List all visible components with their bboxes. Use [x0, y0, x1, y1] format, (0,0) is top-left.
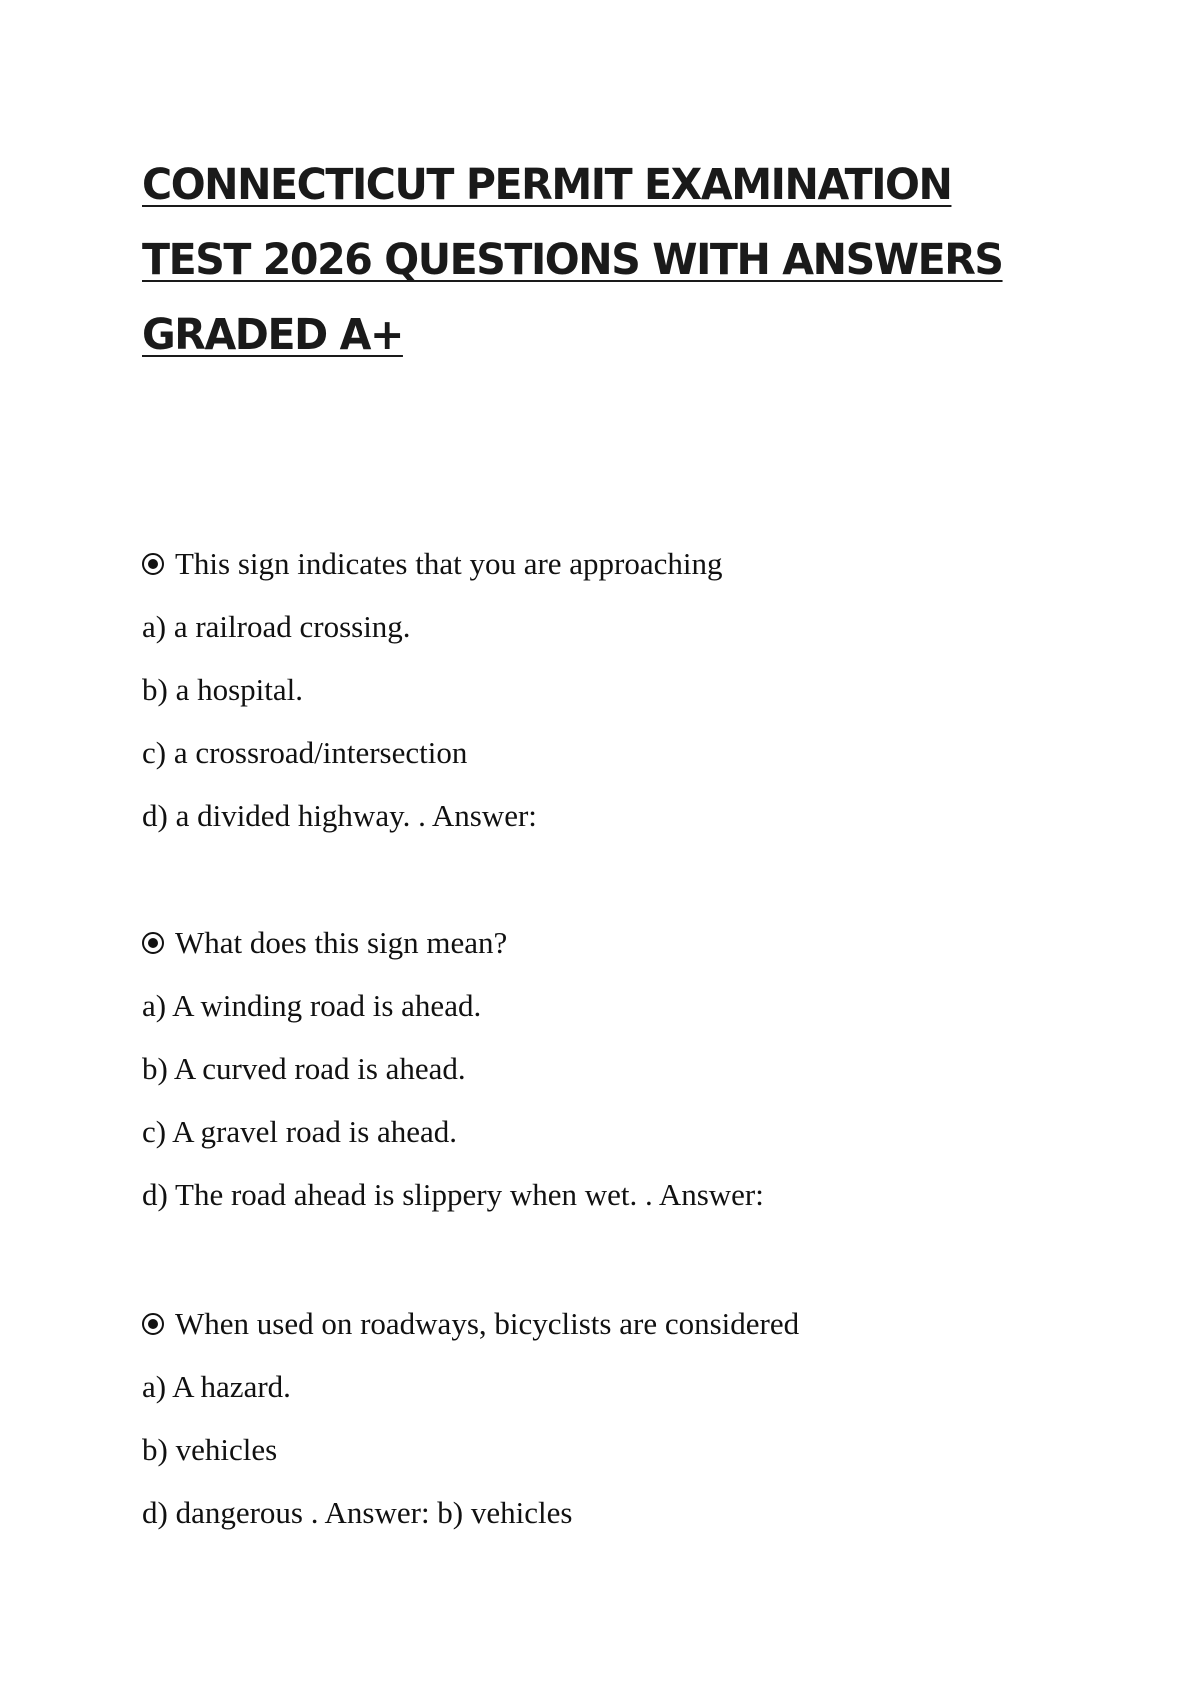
question-block-2: [142, 911, 1142, 1226]
question-block-3: [142, 1292, 1142, 1544]
question-text: What does this sign mean?: [175, 925, 508, 960]
answer-option-c: c) A gravel road is ahead.: [142, 1114, 458, 1149]
answer-option-c: c) a crossroad/intersection: [142, 735, 468, 770]
question-text: This sign indicates that you are approaching: [175, 546, 723, 581]
answer-option-d: d) dangerous . Answer: b) vehicles: [142, 1495, 573, 1530]
answer-option-b: b) a hospital.: [142, 672, 303, 707]
answer-option-b: b) A curved road is ahead.: [142, 1051, 466, 1086]
answer-option-d: d) The road ahead is slippery when wet. . Answer:: [142, 1177, 764, 1212]
radio-bullet-icon: [142, 553, 164, 575]
answer-option-a: a) a railroad crossing.: [142, 609, 411, 644]
question-line: [142, 532, 1142, 595]
answer-option-b: b) vehicles: [142, 1432, 278, 1467]
radio-bullet-icon: [142, 1313, 164, 1335]
question-line: [142, 911, 1142, 974]
page-title: CONNECTICUT PERMIT EXAMINATION TEST 2026 QUESTIONS WITH ANSWERS GRADED A+: [142, 160, 1003, 360]
answer-option-a: a) A winding road is ahead.: [142, 988, 482, 1023]
radio-bullet-icon: [142, 932, 164, 954]
answer-option-a: a) A hazard.: [142, 1369, 291, 1404]
question-block-1: [142, 532, 1142, 847]
answer-option-d: d) a divided highway. . Answer:: [142, 798, 537, 833]
question-text: When used on roadways, bicyclists are considered: [175, 1306, 800, 1341]
question-line: [142, 1292, 1142, 1355]
